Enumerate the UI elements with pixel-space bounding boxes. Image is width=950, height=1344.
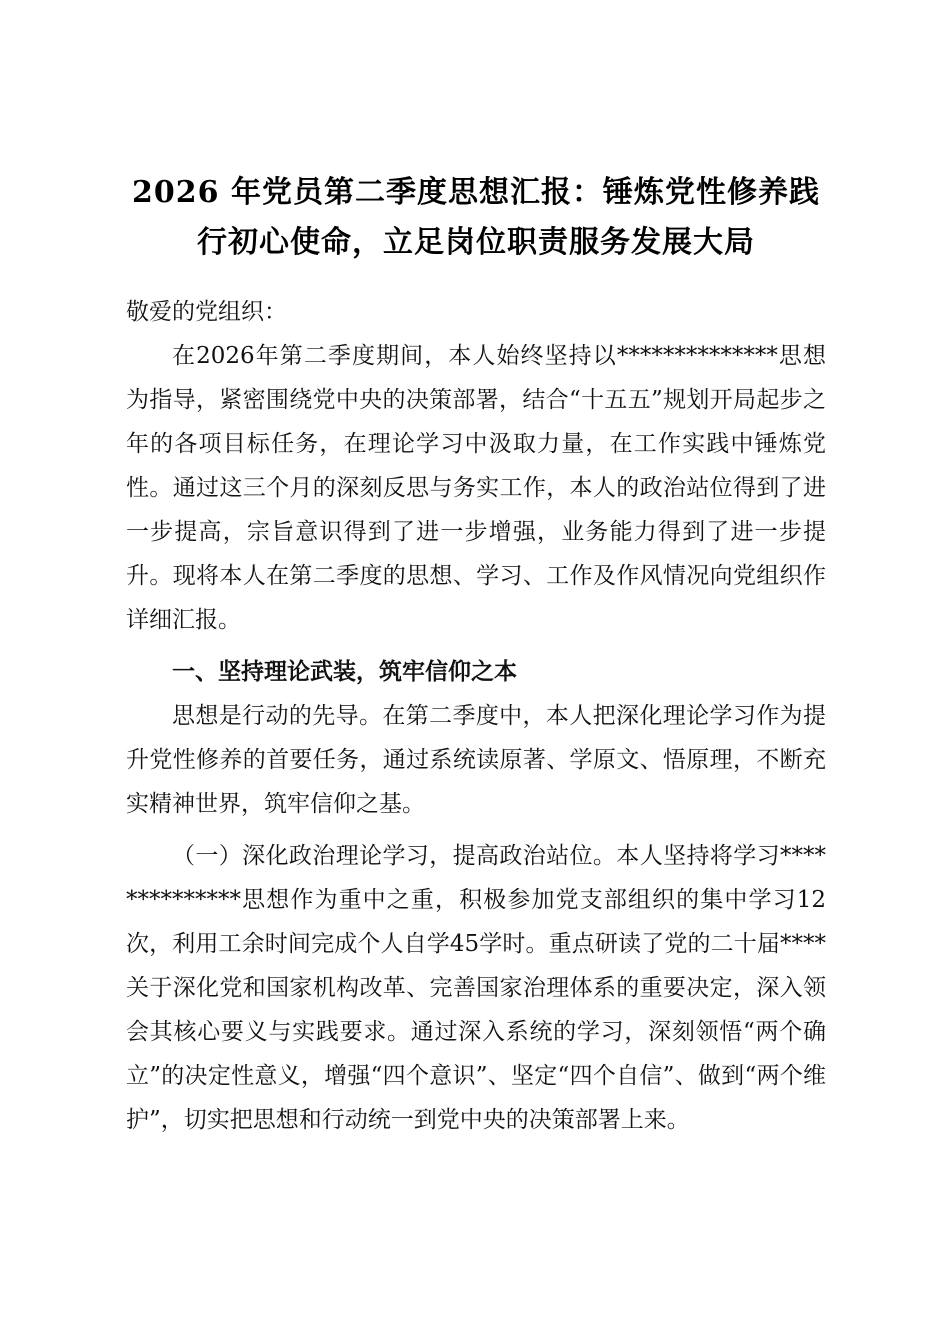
section-1-paragraph: 思想是行动的先导。在第二季度中，本人把深化理论学习作为提升党性修养的首要任务，通过系统读原著、学原文、悟原理，不断充实精神世界，筑牢信仰之基。 xyxy=(126,703,826,817)
document-body xyxy=(126,168,826,1142)
intro-paragraph: 在2026年第二季度期间，本人始终坚持以**************思想为指导，紧密围绕党中央的决策部署，结合“十五五”规划开局起步之年的各项目标任务，在理论学习中汲取力量，在工作实践中锤炼党性。通过这三个月的深刻反思与务实工作，本人的政治站位得到了进一步提高，宗旨意识得到了进一步增强，业务能力得到了进一步提升。现将本人在第二季度的思想、学习、工作及作风情况向党组织作详细汇报。 xyxy=(126,343,826,633)
section-heading-1: 一、坚持理论武装，筑牢信仰之本 xyxy=(172,658,517,685)
document-title: 2026 年党员第二季度思想汇报：锤炼党性修养践行初心使命，立足岗位职责服务发展大局 xyxy=(132,175,820,260)
subsection-1-paragraph: （一）深化政治理论学习，提高政治站位。本人坚持将学习**************思想作为重中之重，积极参加党支部组织的集中学习12次，利用工余时间完成个人自学45学时。重点研读了党的二十届****关于深化党和国家机构改革、完善国家治理体系的重要决定，深入领会其核心要义与实践要求。通过深入系统的学习，深刻领悟“两个确立”的决定性意义，增强“四个意识”、坚定“四个自信”、做到“两个维护”，切实把思想和行动统一到党中央的决策部署上来。 xyxy=(126,843,826,1133)
salutation: 敬爱的党组织： xyxy=(126,299,287,325)
